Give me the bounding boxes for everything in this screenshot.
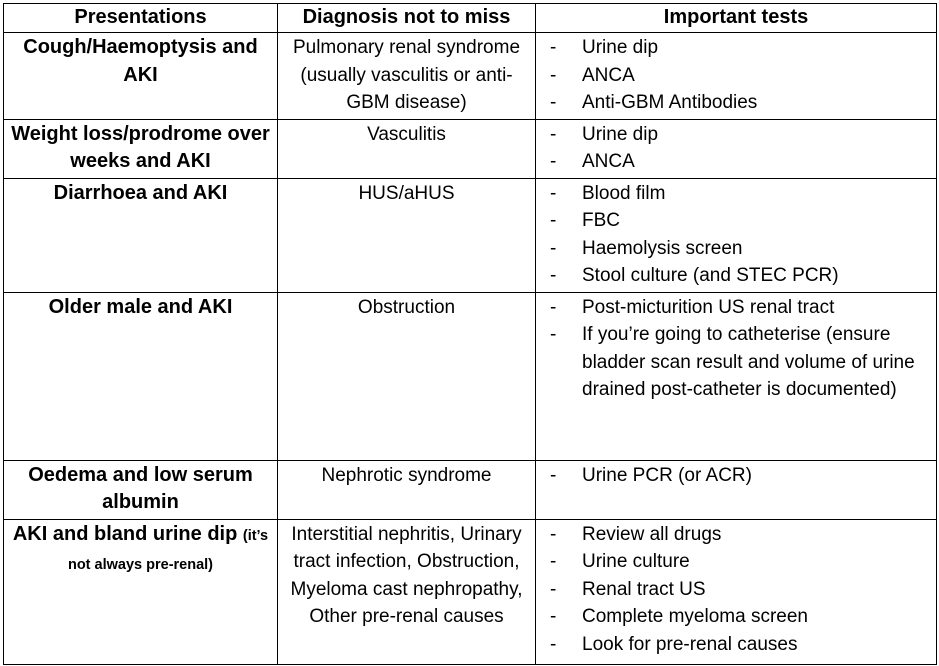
- list-item: [540, 521, 932, 549]
- test-text: Urine culture: [582, 551, 690, 572]
- tests-list: [540, 180, 932, 290]
- test-text: Haemolysis screen: [582, 237, 743, 259]
- presentation-cell: [4, 119, 278, 178]
- bullet-dash: -: [550, 182, 557, 204]
- bullet-dash: -: [550, 265, 557, 286]
- header-tests: Important tests: [536, 4, 937, 33]
- tests-cell: [536, 33, 937, 120]
- presentation-text: Diarrhoea and AKI: [53, 181, 228, 204]
- test-text: Anti-GBM Antibodies: [582, 92, 758, 113]
- bullet-dash: -: [550, 606, 557, 627]
- list-item: [540, 207, 932, 235]
- list-item: [540, 180, 932, 208]
- test-text: ANCA: [582, 64, 635, 86]
- header-presentations: Presentations: [4, 4, 278, 33]
- diagnosis-cell: Nephrotic syndrome: [278, 460, 536, 519]
- bullet-dash: -: [550, 578, 557, 600]
- test-text: Renal tract US: [582, 578, 706, 600]
- presentation-cell: [4, 460, 278, 519]
- presentation-text: Cough/Haemoptysis and AKI: [23, 36, 258, 86]
- test-text: Urine PCR (or ACR): [582, 464, 752, 486]
- diagnosis-cell: Obstruction: [278, 292, 536, 460]
- list-item: [540, 603, 932, 631]
- list-item: [540, 321, 932, 404]
- list-item: [540, 121, 932, 149]
- tests-cell: [536, 519, 937, 664]
- presentation-cell: [4, 519, 278, 664]
- bullet-dash: -: [550, 64, 557, 86]
- bullet-dash: -: [550, 296, 557, 318]
- table-row: [4, 119, 937, 178]
- table-row: [4, 519, 937, 664]
- presentation-text: Older male and AKI: [48, 295, 233, 318]
- diagnosis-cell: Vasculitis: [278, 119, 536, 178]
- tests-list: [540, 121, 932, 176]
- test-text: Complete myeloma screen: [582, 606, 808, 627]
- tests-list: [540, 34, 932, 117]
- header-row: [4, 4, 937, 33]
- bullet-dash: -: [550, 237, 557, 259]
- presentation-cell: [4, 33, 278, 120]
- list-item: [540, 62, 932, 90]
- tests-list: [540, 294, 932, 404]
- tests-cell: [536, 460, 937, 519]
- bullet-dash: -: [550, 123, 557, 145]
- list-item: [540, 34, 932, 62]
- table-body: [4, 33, 937, 665]
- list-item: [540, 89, 932, 117]
- tests-cell: [536, 178, 937, 292]
- table-row: [4, 178, 937, 292]
- tests-cell: [536, 119, 937, 178]
- list-item: [540, 148, 932, 176]
- presentation-cell: [4, 178, 278, 292]
- test-text: Stool culture (and STEC PCR): [582, 265, 839, 286]
- bullet-dash: -: [550, 210, 557, 231]
- bullet-dash: -: [550, 37, 557, 58]
- test-text: Review all drugs: [582, 523, 722, 545]
- table-header: [4, 4, 937, 33]
- list-item: [540, 631, 932, 659]
- table-row: [4, 292, 937, 460]
- bullet-dash: -: [550, 551, 557, 572]
- presentation-note: (it’s not always pre-renal): [67, 527, 269, 573]
- bullet-dash: -: [550, 324, 557, 345]
- list-item: [540, 235, 932, 263]
- list-item: [540, 262, 932, 290]
- table-row: [4, 33, 937, 120]
- presentation-cell: [4, 292, 278, 460]
- bullet-dash: -: [550, 464, 557, 486]
- bullet-dash: -: [550, 523, 557, 545]
- bullet-dash: -: [550, 633, 557, 655]
- tests-cell: [536, 292, 937, 460]
- tests-list: [540, 462, 932, 490]
- test-text: Post-micturition US renal tract: [582, 296, 835, 318]
- diagnosis-cell: Interstitial nephritis, Urinary tract infection, Obstruction, Myeloma cast nephropathy, Other pre-renal causes: [278, 519, 536, 664]
- presentation-text: Oedema and low serum albumin: [28, 463, 253, 513]
- test-text: Blood film: [582, 182, 666, 204]
- tests-list: [540, 521, 932, 659]
- list-item: [540, 548, 932, 576]
- header-diagnosis: Diagnosis not to miss: [278, 4, 536, 33]
- list-item: [540, 576, 932, 604]
- diagnosis-cell: Pulmonary renal syndrome (usually vasculitis or anti-GBM disease): [278, 33, 536, 120]
- list-item: [540, 294, 932, 322]
- test-text: ANCA: [582, 151, 635, 172]
- test-text: FBC: [582, 210, 620, 231]
- test-text: Look for pre-renal causes: [582, 633, 798, 655]
- presentation-text: AKI and bland urine dip: [12, 522, 238, 545]
- list-item: [540, 462, 932, 490]
- aki-presentations-table: [3, 3, 937, 665]
- bullet-dash: -: [550, 92, 557, 113]
- bullet-dash: -: [550, 151, 557, 172]
- diagnosis-cell: HUS/aHUS: [278, 178, 536, 292]
- table-row: [4, 460, 937, 519]
- presentation-text: Weight loss/prodrome over weeks and AKI: [11, 122, 270, 172]
- test-text: Urine dip: [582, 37, 659, 58]
- test-text: Urine dip: [582, 123, 659, 145]
- test-text: If you’re going to catheterise (ensure bladder scan result and volume of urine drained post-catheter is documented): [582, 324, 915, 400]
